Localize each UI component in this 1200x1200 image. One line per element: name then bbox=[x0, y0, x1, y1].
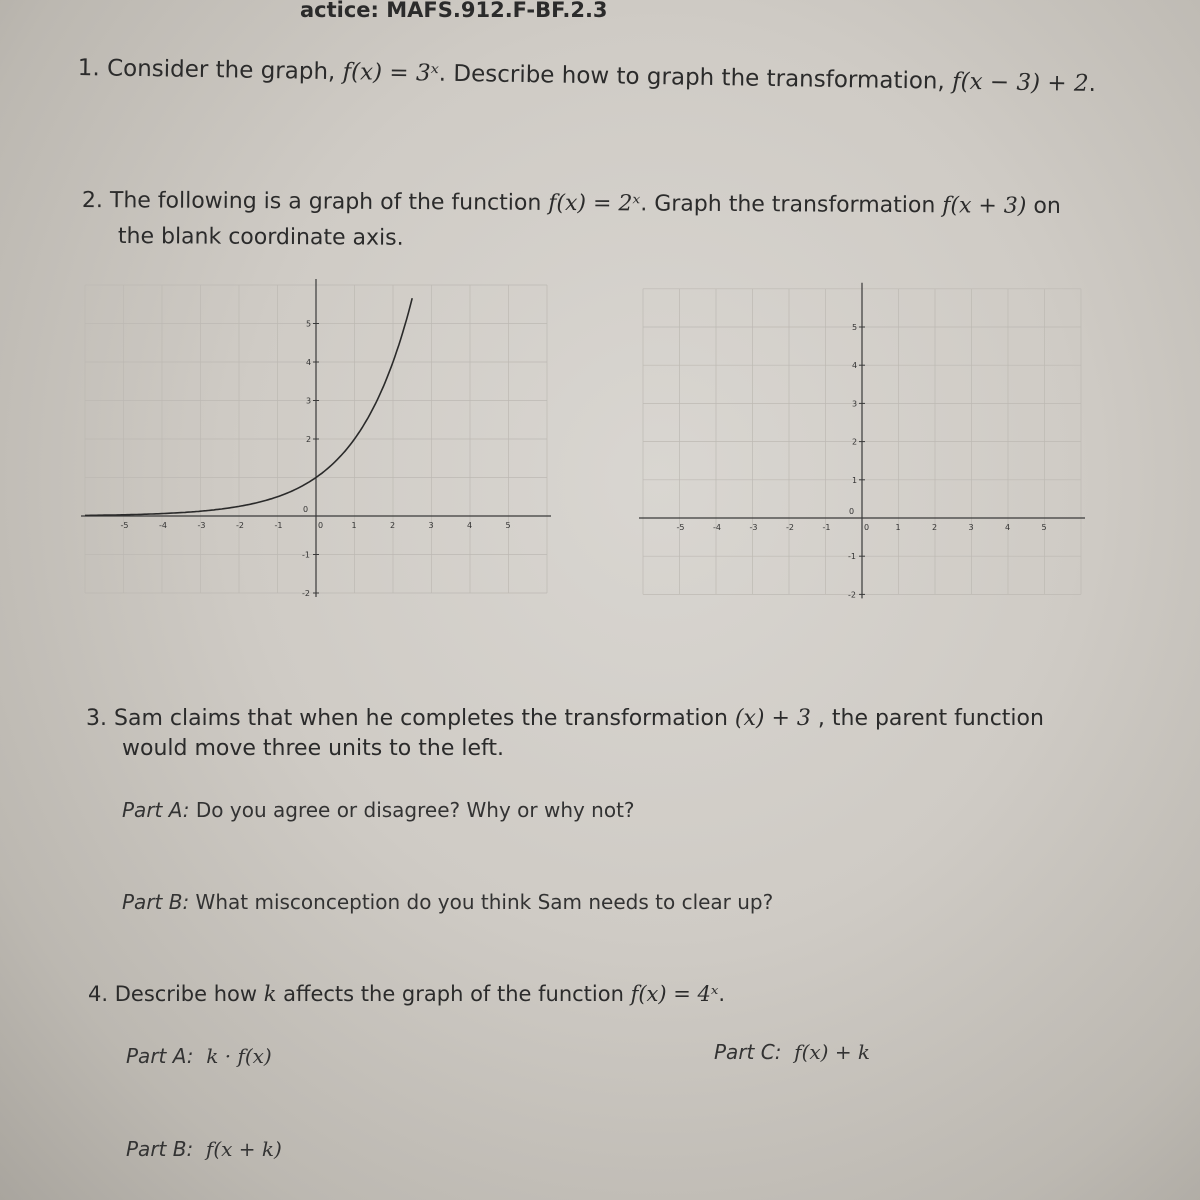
q1-number: 1. bbox=[77, 55, 100, 82]
x-tick-label: -3 bbox=[749, 523, 758, 532]
x-tick-label: 0 bbox=[318, 521, 324, 530]
q2-text-a: The following is a graph of the function bbox=[109, 188, 549, 216]
q4-part-a-label: Part A: bbox=[126, 1044, 194, 1068]
question-2-line-2: the blank coordinate axis. bbox=[117, 224, 404, 251]
x-tick-label: -1 bbox=[274, 521, 283, 530]
q4-part-b-expr: f(x + k) bbox=[205, 1137, 282, 1161]
q3-text-a: Sam claims that when he completes the transformation bbox=[114, 706, 735, 731]
q4-part-c bbox=[714, 1040, 870, 1064]
q2-text-b: . Graph the transformation bbox=[640, 191, 943, 219]
question-3-line-2: would move three units to the left. bbox=[122, 736, 504, 761]
y-tick-label: 1 bbox=[852, 475, 858, 485]
q4-function: f(x) = 4ˣ bbox=[630, 982, 719, 1006]
q2-function: f(x) = 2ˣ bbox=[548, 190, 641, 217]
q3-part-a-text: Do you agree or disagree? Why or why not? bbox=[189, 798, 635, 822]
y-tick-label: 5 bbox=[852, 323, 858, 332]
x-tick-label: 0 bbox=[864, 523, 870, 532]
standard-code: MAFS.912.F-BF.2.3 bbox=[386, 0, 608, 22]
x-tick-label: -3 bbox=[197, 521, 206, 530]
q3-transformation: (x) + 3 bbox=[734, 706, 811, 731]
x-tick-label: 4 bbox=[1005, 523, 1011, 532]
y-tick-label: 4 bbox=[306, 358, 312, 367]
q3-part-a bbox=[122, 798, 635, 822]
y-tick-label: 0 bbox=[303, 505, 309, 514]
x-tick-label: -2 bbox=[236, 521, 244, 530]
q4-part-a-expr: k · f(x) bbox=[206, 1044, 272, 1068]
y-tick-label: 3 bbox=[852, 399, 858, 409]
q3-part-b-text: What misconception do you think Sam needs to clear up? bbox=[189, 890, 774, 914]
x-tick-label: 4 bbox=[467, 521, 473, 530]
q4-text-b: affects the graph of the function bbox=[276, 982, 631, 1006]
q1-text-a: Consider the graph, bbox=[106, 55, 343, 86]
x-tick-label: 1 bbox=[895, 523, 901, 532]
q4-part-b-label: Part B: bbox=[126, 1137, 194, 1161]
question-4 bbox=[88, 982, 725, 1006]
y-tick-label: 3 bbox=[306, 396, 312, 406]
y-tick-label: 5 bbox=[306, 319, 312, 329]
q4-part-b bbox=[126, 1137, 282, 1161]
q3-number: 3. bbox=[86, 706, 107, 731]
x-tick-label: -4 bbox=[713, 523, 721, 532]
q4-number: 4. bbox=[88, 982, 109, 1006]
q4-part-c-expr: f(x) + k bbox=[794, 1040, 871, 1064]
x-tick-label: -5 bbox=[120, 521, 129, 530]
question-3-line-1 bbox=[86, 706, 1044, 731]
q3-part-b-label: Part B: bbox=[122, 890, 190, 914]
y-tick-label: 4 bbox=[852, 361, 858, 371]
y-tick-label: -2 bbox=[848, 590, 856, 600]
curve-2-to-the-x bbox=[85, 298, 412, 515]
q3-part-a-label: Part A: bbox=[122, 798, 190, 822]
q4-text-a: Describe how bbox=[114, 982, 264, 1006]
x-tick-label: 2 bbox=[932, 523, 938, 532]
x-tick-label: 3 bbox=[428, 521, 434, 530]
header-cut-text: actice: bbox=[300, 0, 379, 22]
q1-end: . bbox=[1088, 70, 1097, 97]
q4-part-c-label: Part C: bbox=[714, 1040, 782, 1064]
x-tick-label: -5 bbox=[676, 523, 685, 532]
q1-function: f(x) = 3ˣ bbox=[342, 59, 439, 87]
q2-number: 2. bbox=[81, 188, 103, 214]
x-tick-label: 5 bbox=[1041, 523, 1047, 532]
q2-transformation: f(x + 3) bbox=[942, 193, 1027, 219]
q4-end: . bbox=[718, 982, 726, 1006]
y-tick-label: -1 bbox=[848, 552, 856, 562]
q2-text-c: on bbox=[1026, 193, 1061, 219]
y-tick-label: -1 bbox=[302, 550, 310, 560]
y-tick-label: 2 bbox=[852, 437, 858, 447]
x-tick-label: 1 bbox=[351, 521, 357, 530]
x-tick-label: -2 bbox=[786, 523, 794, 532]
y-tick-label: 0 bbox=[849, 507, 855, 516]
q3-part-b bbox=[122, 890, 773, 914]
graph-right-blank[interactable] bbox=[639, 283, 1085, 600]
x-tick-label: 5 bbox=[505, 521, 511, 530]
q1-text-b: . Describe how to graph the transformation, bbox=[438, 60, 953, 95]
graph-left bbox=[81, 279, 551, 598]
x-tick-label: 3 bbox=[968, 523, 974, 532]
y-tick-label: 2 bbox=[306, 435, 312, 444]
q4-part-a bbox=[126, 1044, 272, 1068]
x-tick-label: -4 bbox=[159, 521, 167, 530]
q1-transformation: f(x − 3) + 2 bbox=[951, 68, 1089, 97]
y-tick-label: -2 bbox=[302, 589, 310, 598]
q3-text-b: , the parent function bbox=[810, 706, 1044, 731]
q4-k: k bbox=[263, 982, 277, 1006]
x-tick-label: 2 bbox=[390, 521, 396, 530]
x-tick-label: -1 bbox=[822, 523, 831, 532]
